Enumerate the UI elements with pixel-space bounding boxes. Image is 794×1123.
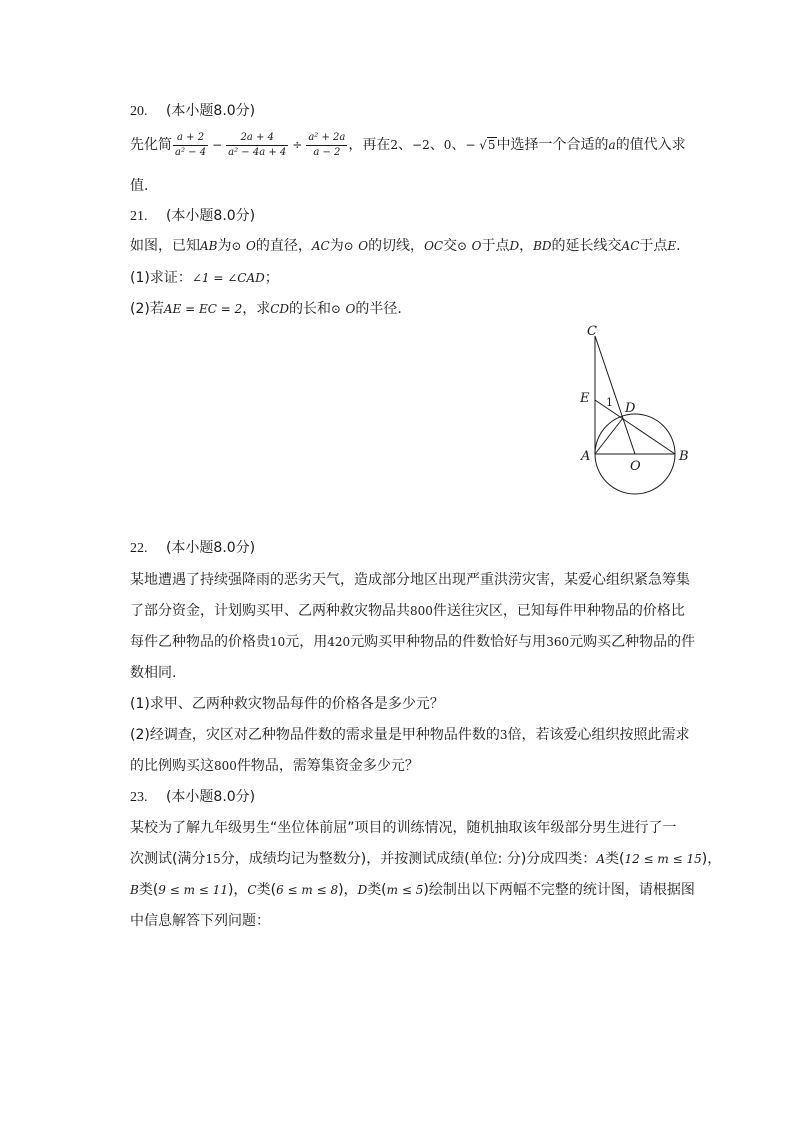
segment-oc	[595, 336, 635, 454]
q23-line2: 次测试(满分15分，成绩均记为整数分)，并按测试成绩(单位: 分)分成四类：A类(12 ≤ m ≤ 15)，	[130, 851, 722, 867]
q21-part2: (2)若AE = EC = 2，求CD的长和⊙ O的半径.	[130, 301, 402, 317]
q23-line3: B类(9 ≤ m ≤ 11)，C类(6 ≤ m ≤ 8)，D类(m ≤ 5)绘制出以下两幅不完整的统计图，请根据图	[130, 882, 695, 898]
q22-line1: 某地遭遇了持续强降雨的恶劣天气，造成部分地区出现严重洪涝灾害，某爱心组织紧急筹集	[130, 572, 690, 588]
q23-line1: 某校为了解九年级男生“坐位体前屈”项目的训练情况，随机抽取该年级部分男生进行了一	[130, 820, 677, 836]
q23-number: 23.	[130, 790, 148, 805]
q22-part2: (2)经调查，灾区对乙种物品件数的需求量是甲种物品件数的3倍，若该爱心组织按照此需求	[130, 727, 690, 743]
q20-number: 20.	[130, 104, 148, 119]
label-o: O	[630, 459, 641, 474]
q22-part1: (1)求甲、乙两种救灾物品每件的价格各是多少元？	[130, 696, 444, 712]
q22-number: 22.	[130, 541, 148, 556]
q23-line4: 中信息解答下列问题：	[130, 913, 270, 929]
q20-points: (本小题8.0分)	[165, 103, 256, 119]
q20-neg-sqrt5: − √5	[465, 138, 496, 152]
label-e: E	[580, 391, 590, 406]
q21-statement: 如图，已知AB为⊙ O的直径，AC为⊙ O的切线，OC交⊙ O于点D，BD的延长线交AC于点E.	[130, 238, 681, 254]
q23-header	[130, 787, 255, 808]
label-b: B	[679, 449, 689, 464]
q22-line3: 每件乙种物品的价格贵10元，用420元购买甲种物品的件数恰好与用360元购买乙种物品的件	[130, 634, 696, 650]
q22-line2: 了部分资金，计划购买甲、乙两种救灾物品共800件送往灾区，已知每件甲种物品的价格比	[130, 603, 685, 619]
q21-points: (本小题8.0分)	[165, 208, 256, 224]
q23-points: (本小题8.0分)	[165, 789, 256, 805]
q20-lead: 先化简	[130, 137, 172, 153]
geometry-figure	[575, 318, 695, 508]
q21-header	[130, 206, 255, 227]
q22-header	[130, 538, 255, 559]
q20-fraction-3: $\frac{\text{a² + 2a}}{a - 2}$	[308, 131, 346, 158]
q20-fraction-2: $\frac{2a + 4}{\text{a² − 4a + 4}}$	[228, 131, 287, 158]
q20-fraction-1: $\frac{a + 2}{\text{a² − 4}}$	[175, 131, 207, 158]
q21-number: 21.	[130, 209, 148, 224]
q20-line1: 先化简 $\frac{a + 2}{\text{a² − 4}}$ − $\frac{2a + 4}{\text{a² − 4a + 4}}$ ÷ $\frac{\text{a² + 2a}}{a - 2}$ ，再在2、−2、0、− √5中选择一个合适的a的值代入求	[130, 131, 686, 158]
q22-line4: 数相同.	[130, 665, 177, 681]
label-d: D	[625, 401, 636, 416]
label-c: C	[587, 324, 597, 339]
label-a: A	[581, 449, 591, 464]
q20-header	[130, 101, 255, 122]
q22-points: (本小题8.0分)	[165, 540, 256, 556]
label-angle-1: 1	[606, 396, 613, 409]
q22-part2-cont: 的比例购买这800件物品，需筹集资金多少元？	[130, 758, 419, 774]
q21-part1: (1)求证：∠1 = ∠CAD；	[130, 270, 279, 286]
q20-line2: 值.	[130, 178, 149, 194]
